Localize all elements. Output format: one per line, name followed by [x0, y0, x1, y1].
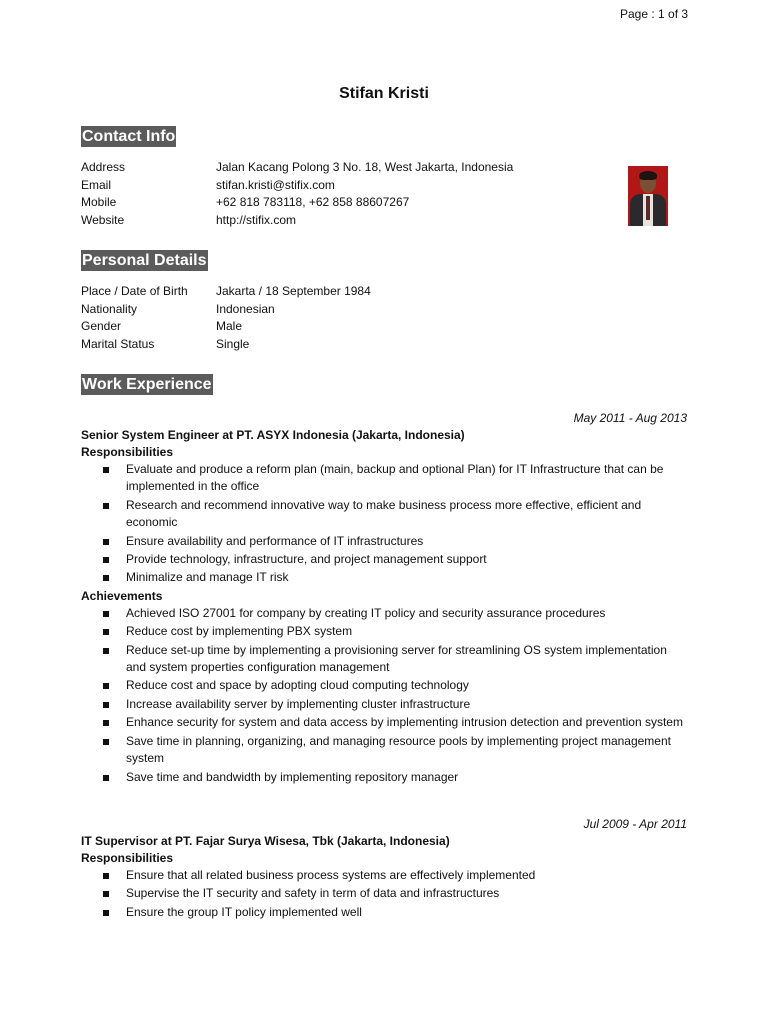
contact-value: Jalan Kacang Polong 3 No. 18, West Jakarta, Indonesia	[216, 160, 514, 174]
bullet-square-icon	[103, 891, 109, 897]
list-item	[81, 551, 687, 568]
list-item	[81, 733, 687, 768]
list-item	[81, 867, 687, 884]
profile-photo	[628, 166, 668, 226]
personal-section	[81, 250, 371, 353]
bullet-square-icon	[103, 557, 109, 563]
bullet-square-icon	[103, 539, 109, 545]
list-item	[81, 885, 687, 902]
job-entry	[81, 409, 687, 787]
bullet-list	[81, 605, 687, 786]
contact-row-address	[81, 159, 513, 177]
list-item-text: Increase availability server by implementing cluster infrastructure	[126, 696, 471, 711]
personal-label: Nationality	[81, 301, 138, 316]
contact-label: Email	[81, 177, 112, 192]
list-item-text: Achieved ISO 27001 for company by creating IT policy and security assurance procedures	[126, 605, 606, 620]
job-date: May 2011 - Aug 2013	[573, 411, 687, 425]
personal-label: Place / Date of Birth	[81, 284, 188, 298]
list-item-text: Evaluate and produce a reform plan (main, backup and optional Plan) for IT Infrastructure that can be implemented in the office	[126, 462, 664, 494]
list-item-text: Enhance security for system and data access by implementing intrusion detection and prevention system	[126, 715, 683, 730]
bullet-square-icon	[103, 702, 109, 708]
personal-value: Indonesian	[216, 301, 275, 316]
work-section	[81, 374, 213, 395]
list-item	[81, 677, 687, 694]
list-item-text: Provide technology, infrastructure, and project management support	[126, 552, 487, 567]
contact-label: Mobile	[81, 195, 117, 210]
personal-heading: Personal Details	[82, 252, 207, 269]
job-entry	[81, 815, 687, 922]
list-item	[81, 904, 687, 921]
list-item-text: Research and recommend innovative way to make business process more effective, efficient and economic	[126, 497, 642, 530]
list-item	[81, 696, 687, 713]
contact-section	[81, 126, 513, 229]
list-item	[81, 497, 687, 532]
list-item-text: Save time and bandwidth by implementing repository manager	[126, 769, 459, 784]
job-section-label: Achievements	[81, 588, 163, 603]
personal-row-gender	[81, 318, 371, 336]
bullet-square-icon	[103, 503, 109, 509]
list-item	[81, 569, 687, 586]
bullet-square-icon	[103, 910, 109, 916]
list-item	[81, 605, 687, 622]
job-title: IT Supervisor at PT. Fajar Surya Wisesa, Tbk (Jakarta, Indonesia)	[81, 834, 450, 848]
list-item	[81, 769, 687, 786]
contact-value: stifan.kristi@stifix.com	[216, 177, 335, 192]
bullet-list	[81, 867, 687, 921]
bullet-square-icon	[103, 611, 109, 617]
list-item	[81, 714, 687, 731]
page-indicator: Page : 1 of 3	[620, 7, 689, 21]
bullet-square-icon	[103, 575, 109, 581]
personal-row-birth	[81, 283, 371, 301]
resume-name: Stifan Kristi	[339, 85, 429, 102]
bullet-square-icon	[103, 739, 109, 745]
contact-row-email	[81, 177, 513, 195]
contact-row-website	[81, 212, 513, 230]
personal-label: Marital Status	[81, 336, 155, 351]
bullet-square-icon	[103, 467, 109, 473]
personal-value: Jakarta / 18 September 1984	[216, 284, 371, 298]
personal-value: Male	[216, 319, 243, 334]
bullet-square-icon	[103, 683, 109, 689]
bullet-list	[81, 461, 687, 587]
bullet-square-icon	[103, 648, 109, 654]
job-section-label: Responsibilities	[81, 445, 174, 459]
contact-row-mobile	[81, 194, 513, 212]
job-title: Senior System Engineer at PT. ASYX Indonesia (Jakarta, Indonesia)	[81, 428, 465, 442]
contact-value: http://stifix.com	[216, 212, 297, 227]
personal-row-marital	[81, 336, 371, 354]
list-item	[81, 533, 687, 550]
personal-row-nationality	[81, 301, 371, 319]
personal-table	[81, 283, 371, 353]
bullet-square-icon	[103, 720, 109, 726]
list-item-text: Reduce set-up time by implementing a provisioning server for streamlining OS system implementation and system properties configuration management	[126, 642, 667, 675]
contact-heading: Contact Info	[82, 128, 176, 145]
list-item-text: Ensure that all related business process systems are effectively implemented	[126, 868, 536, 882]
bullet-square-icon	[103, 873, 109, 879]
list-item-text: Reduce cost and space by adopting cloud computing technology	[126, 678, 469, 693]
contact-value: +62 818 783118, +62 858 88607267	[216, 195, 410, 210]
list-item-text: Ensure availability and performance of IT infrastructures	[126, 533, 424, 548]
bullet-square-icon	[103, 775, 109, 781]
personal-value: Single	[216, 336, 250, 351]
list-item	[81, 461, 687, 496]
contact-table	[81, 159, 513, 229]
contact-label: Website	[81, 212, 125, 227]
list-item	[81, 623, 687, 640]
list-item-text: Minimalize and manage IT risk	[126, 570, 289, 585]
list-item-text: Supervise the IT security and safety in term of data and infrastructures	[126, 886, 500, 901]
work-heading: Work Experience	[82, 376, 212, 393]
list-item-text: Reduce cost by implementing PBX system	[126, 624, 353, 639]
bullet-square-icon	[103, 629, 109, 635]
photo-tie	[646, 196, 650, 220]
job-section-label: Responsibilities	[81, 851, 174, 865]
list-item-text: Save time in planning, organizing, and managing resource pools by implementing project management system	[126, 733, 671, 766]
list-item	[81, 642, 687, 677]
contact-label: Address	[81, 160, 126, 174]
photo-hair	[639, 171, 657, 180]
list-item-text: Ensure the group IT policy implemented well	[126, 904, 362, 919]
job-date: Jul 2009 - Apr 2011	[583, 817, 687, 831]
personal-label: Gender	[81, 319, 122, 334]
